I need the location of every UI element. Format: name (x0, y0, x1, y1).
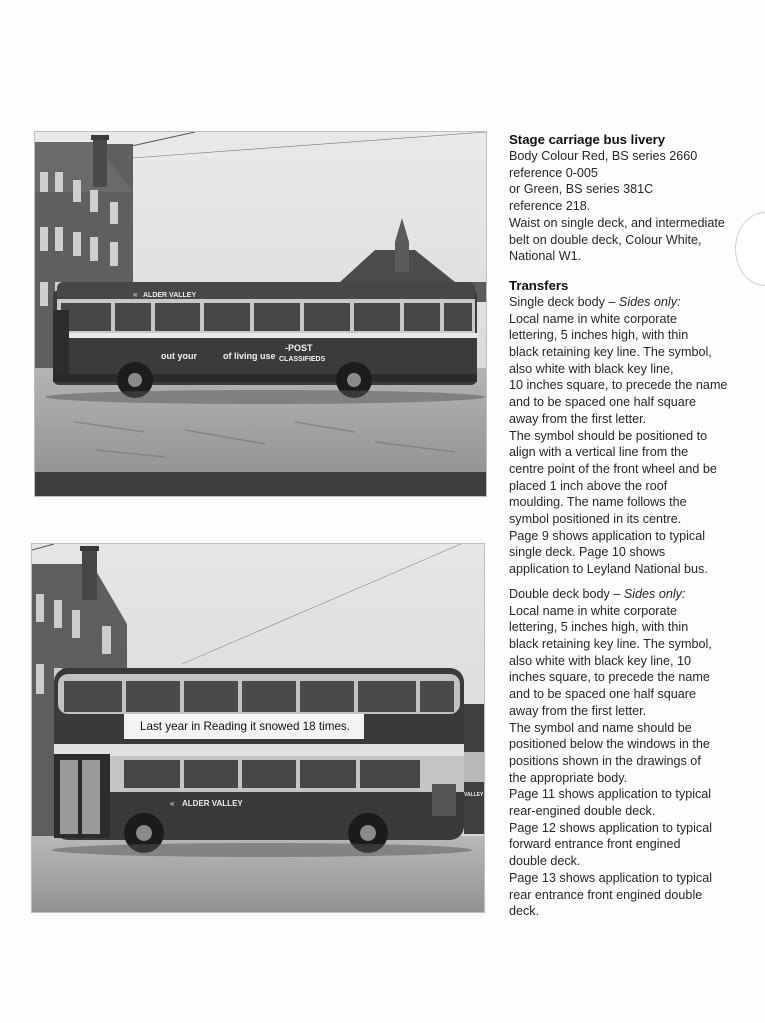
livery-line: reference 218. (509, 199, 591, 214)
livery-line: National W1. (509, 249, 582, 264)
livery-line: reference 0-005 (509, 165, 598, 180)
double-deck-line: The symbol and name should be (509, 720, 692, 735)
single-deck-line: also white with black key line, (509, 361, 674, 376)
single-deck-line: application to Leyland National bus. (509, 562, 708, 577)
top-bus-advert-line2: of living use (223, 351, 276, 361)
double-deck-line: rear entrance front engined double (509, 887, 703, 902)
transfers-heading: Transfers (509, 277, 569, 293)
double-deck-line: deck. (509, 904, 540, 919)
double-deck-line: lettering, 5 inches high, with thin (509, 620, 689, 635)
single-deck-label: Single deck body – Sides only: (509, 294, 681, 309)
single-deck-line: Local name in white corporate (509, 311, 678, 326)
partial-bus-label: VALLEY (464, 792, 484, 798)
double-deck-bus-photo (31, 543, 485, 913)
livery-line: Waist on single deck, and intermediate (509, 215, 725, 230)
single-deck-line: away from the first letter. (509, 411, 647, 426)
top-bus-advert-brand-sub: CLASSIFIEDS (279, 356, 326, 363)
livery-paragraph (509, 148, 755, 265)
double-deck-line: positions shown in the drawings of (509, 753, 701, 768)
livery-text-column (509, 131, 755, 920)
double-deck-line: away from the first letter. (509, 703, 647, 718)
double-deck-bus-illustration (32, 544, 484, 912)
double-deck-label: Double deck body – Sides only: (509, 586, 686, 601)
single-deck-line: and to be spaced one half square (509, 395, 696, 410)
single-deck-line: centre point of the front wheel and be (509, 461, 717, 476)
single-deck-paragraph (509, 311, 755, 578)
single-deck-line: 10 inches square, to precede the name (509, 378, 728, 393)
single-deck-bus-illustration (35, 132, 486, 496)
single-deck-bus-photo (34, 131, 487, 497)
single-deck-line: moulding. The name follows the (509, 495, 687, 510)
top-bus-advert-line1: out your (161, 351, 197, 361)
single-deck-line: Page 9 shows application to typical (509, 528, 706, 543)
double-deck-line: Local name in white corporate (509, 603, 678, 618)
partial-bus (464, 704, 484, 834)
livery-line: Body Colour Red, BS series 2660 (509, 149, 698, 163)
single-deck-line: lettering, 5 inches high, with thin (509, 328, 689, 343)
double-deck-bus (52, 668, 472, 857)
single-deck-line: placed 1 inch above the roof (509, 478, 668, 493)
bottom-bus-advert-headline: Last year in Reading it snowed 18 times. (140, 719, 350, 733)
livery-line: belt on double deck, Colour White, (509, 232, 702, 247)
double-deck-line: inches square, to precede the name (509, 670, 710, 685)
single-deck-line: symbol positioned in its centre. (509, 512, 682, 527)
svg-text:«: « (133, 290, 138, 299)
livery-line: or Green, BS series 381C (509, 182, 654, 197)
bottom-bus-fleet-name: ALDER VALLEY (182, 799, 243, 808)
double-deck-line: positioned below the windows in the (509, 737, 710, 752)
double-deck-paragraph (509, 603, 755, 920)
double-deck-line: the appropriate body. (509, 770, 628, 785)
single-deck-line: single deck. Page 10 shows (509, 545, 666, 560)
top-bus-advert-brand: -POST (285, 343, 313, 353)
double-deck-line: black retaining key line. The symbol, (509, 636, 712, 651)
double-deck-line: forward entrance front engined (509, 837, 681, 852)
double-deck-line: also white with black key line, 10 (509, 653, 692, 668)
double-deck-line: Page 11 shows application to typical (509, 787, 712, 802)
top-bus-fleet-name: ALDER VALLEY (143, 292, 197, 299)
livery-heading: Stage carriage bus livery (509, 132, 666, 147)
single-deck-line: black retaining key line. The symbol, (509, 345, 712, 360)
double-deck-line: and to be spaced one half square (509, 687, 696, 702)
double-deck-line: Page 12 shows application to typical (509, 820, 713, 835)
double-deck-line: rear-engined double deck. (509, 804, 656, 819)
double-deck-line: Page 13 shows application to typical (509, 870, 713, 885)
single-deck-line: align with a vertical line from the (509, 445, 689, 460)
svg-text:«: « (170, 799, 175, 808)
single-deck-line: The symbol should be positioned to (509, 428, 708, 443)
double-deck-line: double deck. (509, 854, 581, 869)
